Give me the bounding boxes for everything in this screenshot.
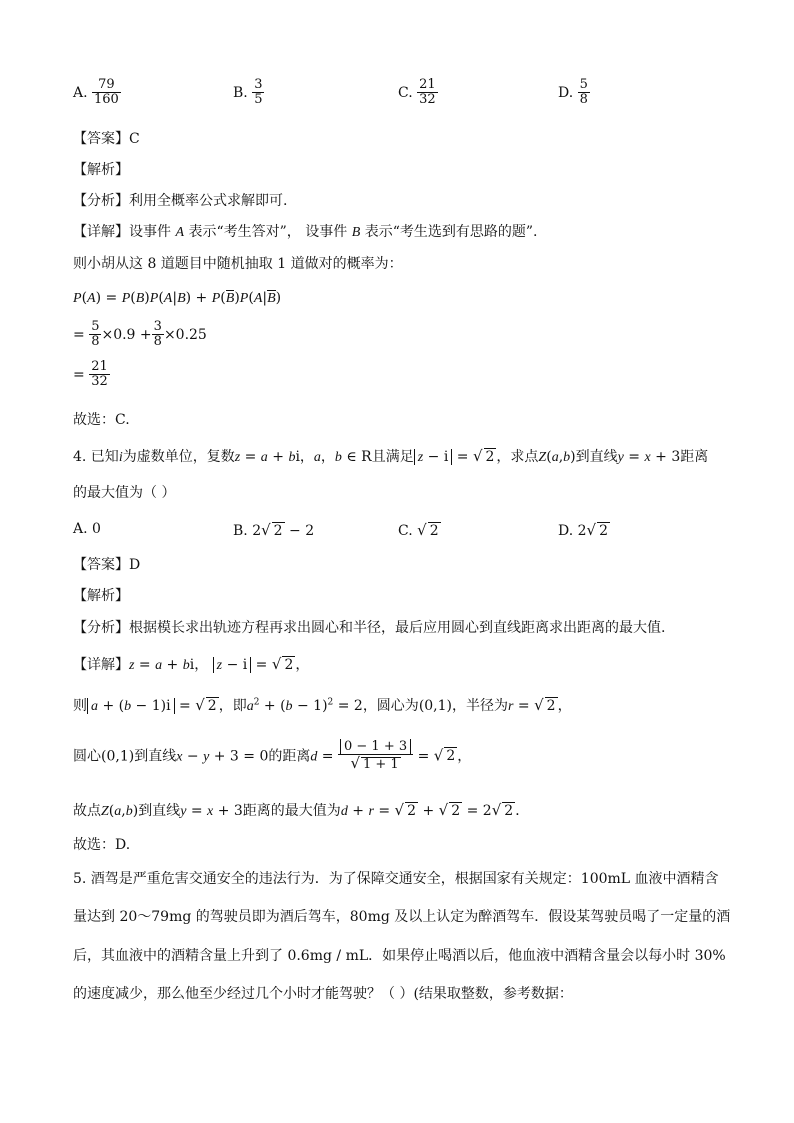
q5-line4: 的速度减少，那么他至少经过几个小时才能驾驶？（ ）(结果取整数，参考数据：	[73, 986, 573, 1002]
q4-option-a: A. 0	[73, 521, 101, 537]
q3-formula-2: = $\frac{5}{8}$ ×0.9 + $\frac{3}{8}$ ×0.25	[73, 319, 207, 350]
option-letter: B.	[233, 84, 248, 101]
q3-answer: 【答案】C	[73, 131, 140, 147]
q5-line3: 后，其血液中的酒精含量上升到了 0.6mg / mL．如果停止喝酒以后，他血液中酒精含量会以每小时 30%	[73, 948, 726, 964]
q4-option-c: C. √ 2	[398, 521, 439, 539]
q4-detail-line3: 故点Z(a,b)到直线y = x + 3距离的最大值为d + r = √ 2 + √ 2 = 2√ 2 ．	[73, 801, 530, 819]
q3-jiexi: 【解析】	[73, 162, 129, 178]
option-letter: D.	[558, 84, 574, 101]
q4-xiangjie: 【详解】z = a + bi， z − i = √ 2 ，	[73, 655, 310, 673]
q4-detail-line1: 则 a + (b − 1)i = √ 2 ，即$a^2 + (b - 1)^2 = 2$，圆心为(0,1)，半径为r = √ 2 ，	[73, 696, 572, 714]
option-fraction: $\frac{79}{160}$	[94, 77, 119, 108]
option-letter: C.	[398, 84, 413, 101]
q3-xuanze: 故选：C.	[73, 412, 130, 428]
q3-formula-3: = $\frac{21}{32}$	[73, 359, 108, 390]
option-fraction: $\frac{3}{5}$	[254, 77, 263, 108]
q5-line2: 量达到 20～79mg 的驾驶员即为酒后驾车，80mg 及以上认定为醉酒驾车．假设某驾驶员喝了一定量的酒	[73, 909, 731, 925]
q4-xuanze: 故选：D.	[73, 837, 131, 853]
q4-option-d: D. 2√ 2	[558, 521, 609, 539]
q3-fenxi: 【分析】利用全概率公式求解即可.	[73, 193, 288, 209]
option-d	[558, 78, 590, 108]
q4-stem-line2: 的最大值为（ ）	[73, 485, 176, 501]
q4-stem-line1: 4. 已知i为虚数单位，复数z = a + bi，a，b ∈ R且满足 z − i = √ 2 ，求点Z(a,b)到直线y = x + 3距离	[73, 447, 709, 465]
q3-xiangjie: 【详解】设事件 A 表示“考生答对”， 设事件 B 表示“考生选到有思路的题”.	[73, 224, 538, 240]
q4-fenxi: 【分析】根据模长求出轨迹方程再求出圆心和半径，最后应用圆心到直线距离求出距离的最大值.	[73, 620, 666, 636]
q4-detail-line2: 圆心(0,1)到直线x − y + 3 = 0的距离d = $\frac{0 - 1 + 3}{√ 1 + 1}$ = √ 2 ，	[73, 739, 472, 773]
q4-answer: 【答案】D	[73, 557, 141, 573]
q5-line1: 5. 酒驾是严重危害交通安全的违法行为．为了保障交通安全，根据国家有关规定：100mL 血液中酒精含	[73, 871, 719, 887]
q3-formula-1: P(A) = P(B)P(A|B) + P(B)P(A|B)	[73, 290, 282, 306]
option-fraction: $\frac{5}{8}$	[579, 77, 588, 108]
q3-line2: 则小胡从这 8 道题目中随机抽取 1 道做对的概率为：	[73, 256, 403, 272]
option-letter: A.	[73, 84, 88, 101]
option-b	[233, 78, 264, 108]
option-a	[73, 78, 121, 108]
option-fraction: $\frac{21}{32}$	[419, 77, 436, 108]
option-c	[398, 78, 438, 108]
q4-option-b: B. 2√ 2 − 2	[233, 521, 315, 539]
q4-jiexi: 【解析】	[73, 588, 129, 604]
